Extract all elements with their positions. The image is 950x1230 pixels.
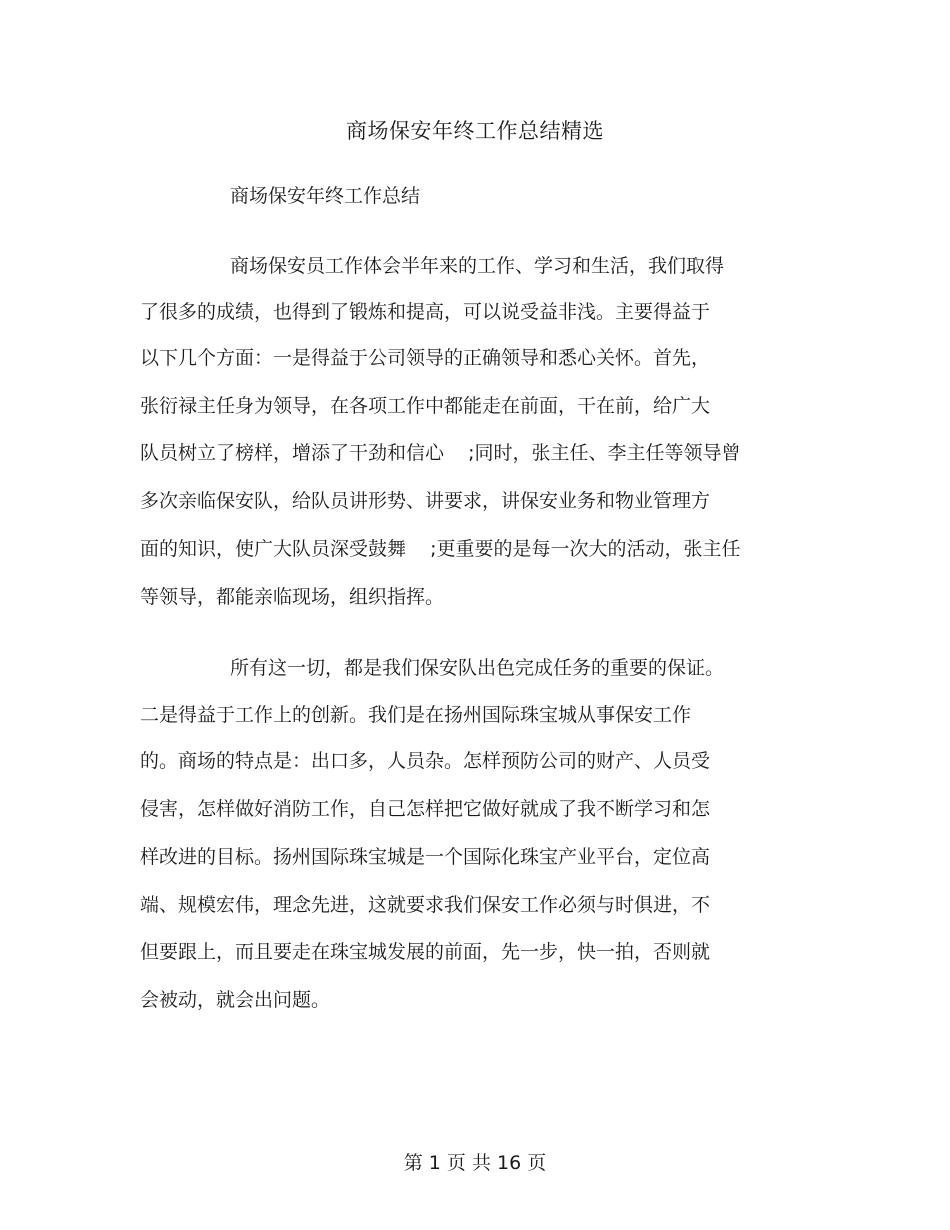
paragraph-line: 商场保安员工作体会半年来的工作、学习和生活，我们取得 — [230, 255, 725, 277]
paragraph-line: 会被动，就会出问题。 — [140, 989, 331, 1011]
paragraph-line: 样改进的目标。扬州国际珠宝城是一个国际化珠宝产业平台，定位高 — [140, 846, 711, 868]
paragraph-line: 的。商场的特点是：出口多，人员杂。怎样预防公司的财产、人员受 — [140, 750, 711, 772]
paragraph-line: 所有这一切，都是我们保安队出色完成任务的重要的保证。 — [230, 657, 725, 679]
paragraph-line: 等领导，都能亲临现场，组织指挥。 — [140, 586, 445, 608]
paragraph-line: 面的知识，使广大队员深受鼓舞 ;更重要的是每一次大的活动，张主任 — [140, 538, 741, 560]
paragraph-line: 了很多的成绩，也得到了锻炼和提高，可以说受益非浅。主要得益于 — [140, 301, 711, 323]
paragraph-line: 队员树立了榜样，增添了干劲和信心 ;同时，张主任、李主任等领导曾 — [140, 442, 741, 464]
paragraph-line: 多次亲临保安队，给队员讲形势、讲要求，讲保安业务和物业管理方 — [140, 490, 711, 512]
page-number-footer: 第 1 页 共 16 页 — [403, 1152, 547, 1174]
document-title: 商场保安年终工作总结精选 — [346, 119, 604, 143]
paragraph-line: 侵害，怎样做好消防工作，自己怎样把它做好就成了我不断学习和怎 — [140, 798, 711, 820]
paragraph-line: 端、规模宏伟，理念先进，这就要求我们保安工作必须与时俱进，不 — [140, 894, 711, 916]
paragraph-line: 以下几个方面：一是得益于公司领导的正确领导和悉心关怀。首先， — [140, 347, 711, 369]
paragraph-line: 二是得益于工作上的创新。我们是在扬州国际珠宝城从事保安工作 — [140, 704, 692, 726]
document-subtitle: 商场保安年终工作总结 — [230, 185, 421, 207]
paragraph-line: 张衍禄主任身为领导，在各项工作中都能走在前面，干在前，给广大 — [140, 395, 711, 417]
paragraph-line: 但要跟上，而且要走在珠宝城发展的前面，先一步，快一拍，否则就 — [140, 941, 711, 963]
